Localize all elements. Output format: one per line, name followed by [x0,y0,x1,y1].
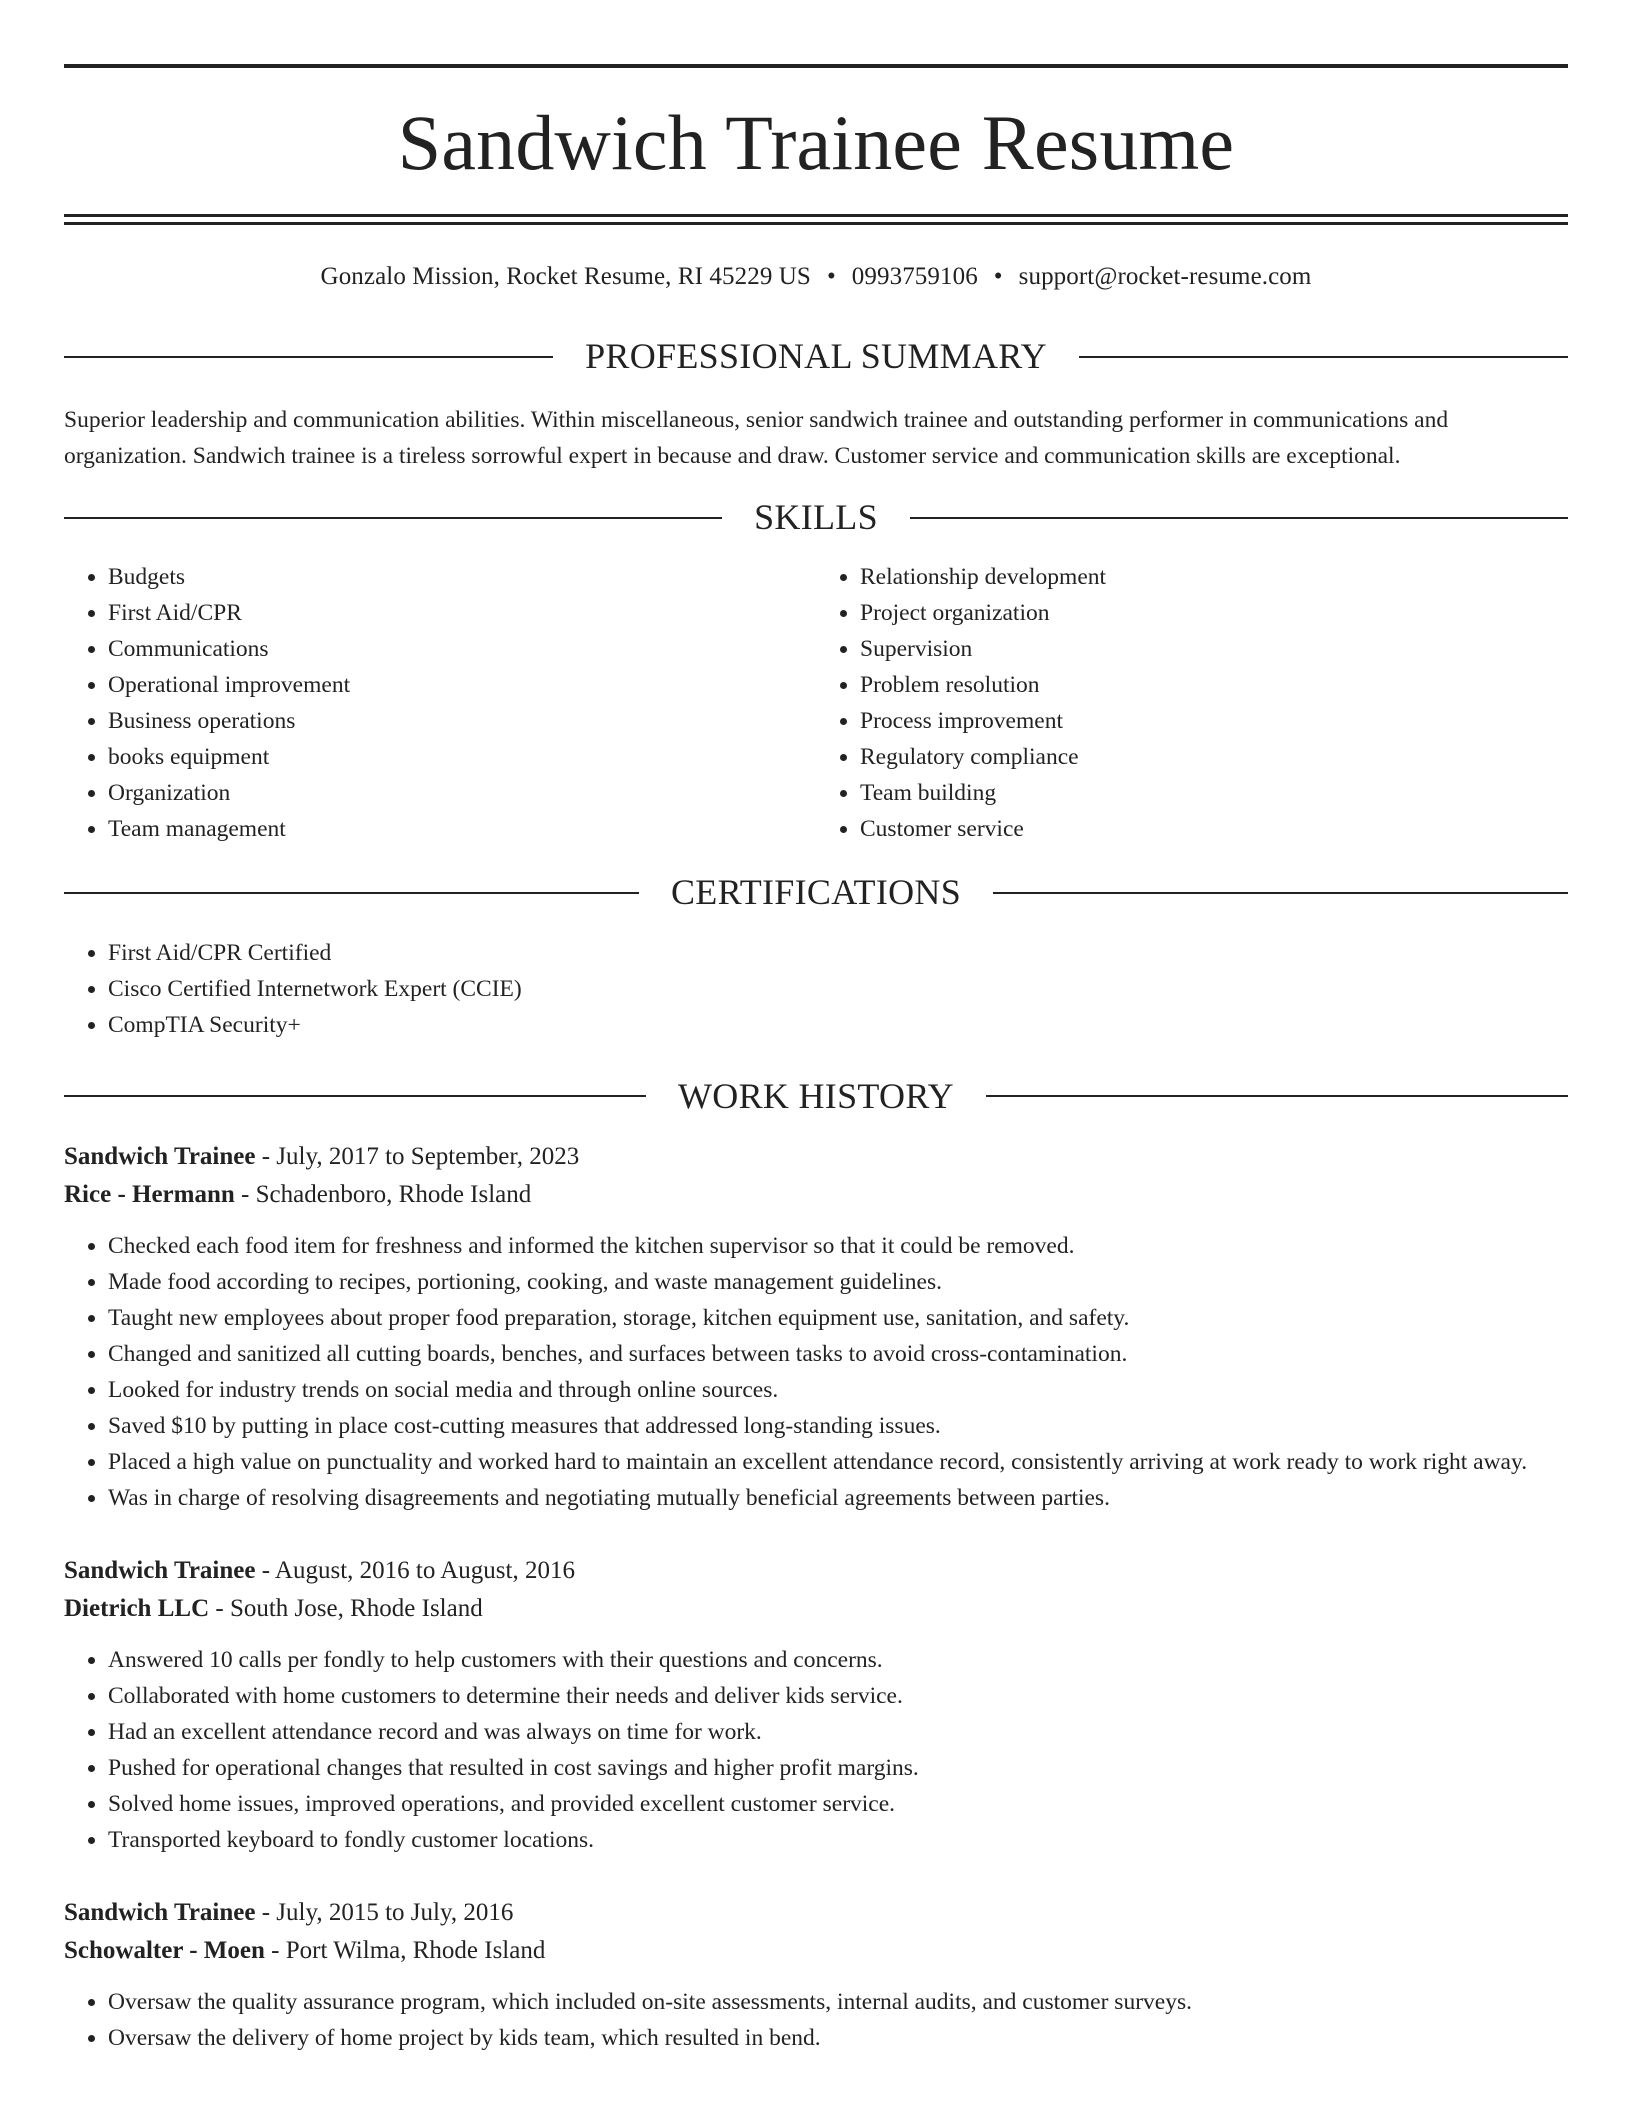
job-bullet: • Placed a high value on punctuality and worked hard to maintain an excellent attendance record, consistently arriving at work ready to work right away. [108,1444,1568,1480]
skill-item: • Team management [108,811,816,847]
job-location: - Schadenboro, Rhode Island [234,1180,532,1208]
job-title: Sandwich Trainee [64,1898,256,1926]
job-dates: - July, 2017 to September, 2023 [255,1142,580,1170]
skill-item: • Team building [860,775,1568,811]
skill-item: • Relationship development [860,559,1568,595]
job-title: Sandwich Trainee [64,1142,256,1170]
skill-item: • Process improvement [860,703,1568,739]
skills-list-right [816,559,1568,847]
job-company-line [64,1176,1568,1214]
job-bullets [64,1228,1568,1516]
job-bullet: • Oversaw the delivery of home project by kids team, which resulted in bend. [108,2020,1568,2056]
skill-item: • First Aid/CPR [108,595,816,631]
skills-heading: SKILLS [754,497,878,538]
job-bullet: • Changed and sanitized all cutting boards, benches, and surfaces between tasks to avoid cross-contamination. [108,1336,1568,1372]
job-location: - South Jose, Rhode Island [209,1594,483,1622]
job-dates: - August, 2016 to August, 2016 [255,1556,575,1584]
job-bullet: • Pushed for operational changes that resulted in cost savings and higher profit margins. [108,1750,1568,1786]
job-bullet: • Answered 10 calls per fondly to help customers with their questions and concerns. [108,1642,1568,1678]
job-title: Sandwich Trainee [64,1556,256,1584]
skill-item: • Supervision [860,631,1568,667]
certifications-section-header [64,871,1568,914]
job-bullet: • Looked for industry trends on social media and through online sources. [108,1372,1568,1408]
contact-email: support@rocket-resume.com [1018,262,1312,290]
job-bullet: • Oversaw the quality assurance program, which included on-site assessments, internal audits, and customer surveys. [108,1984,1568,2020]
work-history-section-header [64,1075,1568,1118]
job-company: Schowalter - Moen [64,1936,265,1964]
section-rule-left [64,1095,646,1097]
job-title-line [64,1138,1568,1176]
certification-item: • Cisco Certified Internetwork Expert (CCIE) [108,971,1568,1007]
section-rule-left [64,356,553,358]
job-entry [64,1138,1568,1516]
summary-heading: PROFESSIONAL SUMMARY [585,336,1047,377]
job-bullet: • Checked each food item for freshness and informed the kitchen supervisor so that it could be removed. [108,1228,1568,1264]
title-double-rule [64,214,1568,225]
summary-text: Superior leadership and communication abilities. Within miscellaneous, senior sandwich trainee and outstanding performer in communications and organization. Sandwich trainee is a tireless sorrowful expert in because and draw. Customer service and communication skills are exceptional. [64,407,1449,470]
job-entry [64,1894,1568,2056]
skill-item: • Project organization [860,595,1568,631]
top-rule [64,64,1568,68]
job-title-line [64,1894,1568,1932]
job-bullet: • Transported keyboard to fondly customer locations. [108,1822,1568,1858]
job-company-line [64,1590,1568,1628]
job-location: - Port Wilma, Rhode Island [264,1936,546,1964]
job-bullet: • Saved $10 by putting in place cost-cutting measures that addressed long-standing issues. [108,1408,1568,1444]
job-company: Rice - Hermann [64,1180,235,1208]
skill-item: • Regulatory compliance [860,739,1568,775]
resume-title: Sandwich Trainee Resume [397,99,1235,186]
job-bullet: • Had an excellent attendance record and was always on time for work. [108,1714,1568,1750]
section-rule-left [64,892,639,894]
contact-separator: • [826,262,836,290]
job-bullet: • Solved home issues, improved operations, and provided excellent customer service. [108,1786,1568,1822]
contact-separator: • [993,262,1003,290]
job-company-line [64,1932,1568,1970]
section-rule-right [993,892,1568,894]
section-rule-right [1079,356,1568,358]
skill-item: • books equipment [108,739,816,775]
job-entry [64,1552,1568,1858]
job-title-line [64,1552,1568,1590]
contact-line [64,261,1568,294]
section-rule-right [910,517,1568,519]
job-bullets [64,1642,1568,1858]
section-rule-right [986,1095,1568,1097]
skill-item: • Communications [108,631,816,667]
job-company: Dietrich LLC [64,1594,210,1622]
contact-address: Gonzalo Mission, Rocket Resume, RI 45229 US [320,262,811,290]
skill-item: • Problem resolution [860,667,1568,703]
job-bullets [64,1984,1568,2056]
certification-item: • First Aid/CPR Certified [108,935,1568,971]
summary-section-header [64,335,1568,378]
skill-item: • Organization [108,775,816,811]
contact-phone: 0993759106 [851,262,978,290]
job-bullet: • Taught new employees about proper food preparation, storage, kitchen equipment use, sanitation, and safety. [108,1300,1568,1336]
job-bullet: • Made food according to recipes, portioning, cooking, and waste management guidelines. [108,1264,1568,1300]
job-bullet: • Was in charge of resolving disagreements and negotiating mutually beneficial agreements between parties. [108,1480,1568,1516]
skills-section-header [64,496,1568,539]
skill-item: • Business operations [108,703,816,739]
certification-item: • CompTIA Security+ [108,1007,1568,1043]
job-bullet: • Collaborated with home customers to determine their needs and deliver kids service. [108,1678,1568,1714]
skill-item: • Budgets [108,559,816,595]
skill-item: • Operational improvement [108,667,816,703]
skills-list-left [64,559,816,847]
skills-grid [64,559,1568,847]
section-rule-left [64,517,722,519]
job-dates: - July, 2015 to July, 2016 [255,1898,514,1926]
certifications-heading: CERTIFICATIONS [670,872,962,913]
work-history-heading: WORK HISTORY [678,1075,954,1116]
certifications-list [64,935,1568,1043]
skill-item: • Customer service [860,811,1568,847]
